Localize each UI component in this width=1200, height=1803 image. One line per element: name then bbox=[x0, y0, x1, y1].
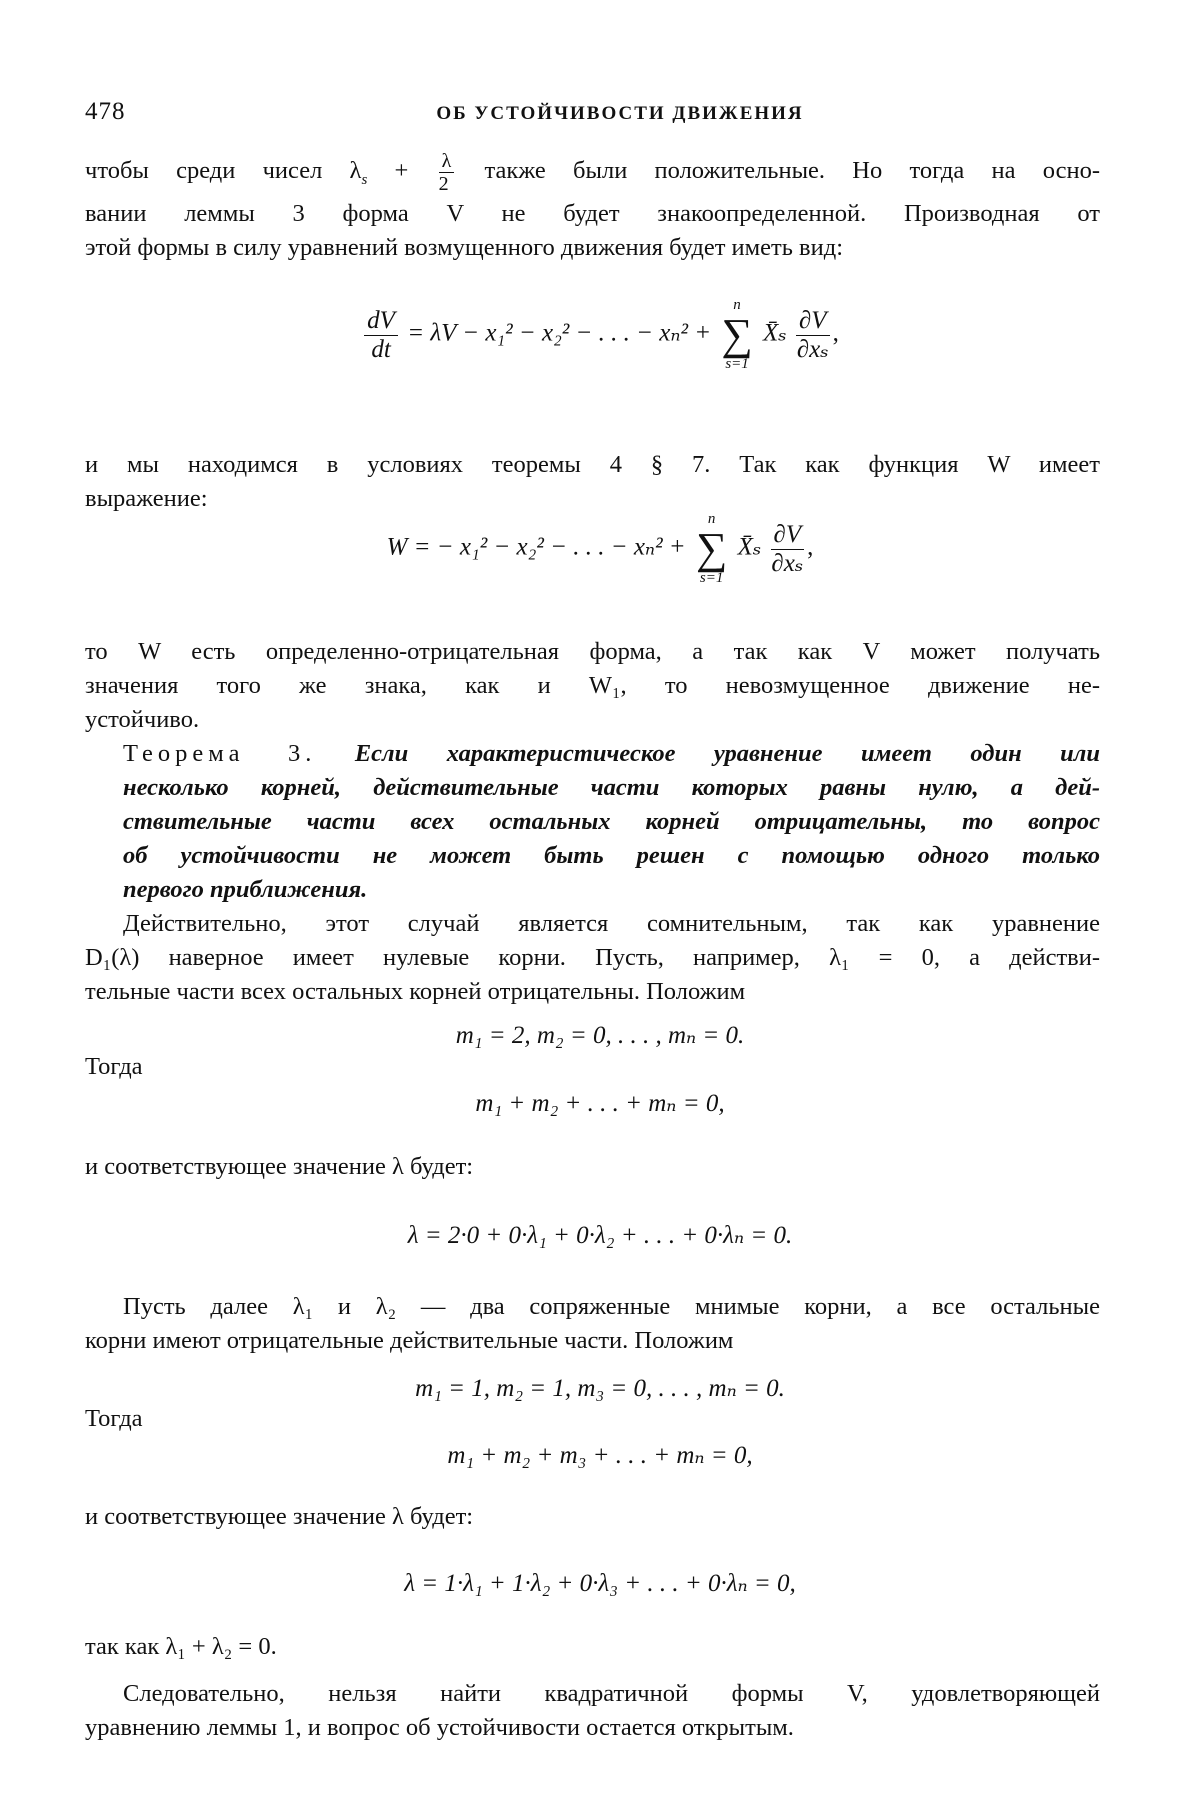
theorem-line-5: первого приближения. bbox=[123, 876, 368, 903]
equation-lambda-2: λ = 1·λ₁ + 1·λ₂ + 0·λ₃ + . . . + 0·λₙ = 0, bbox=[404, 1570, 796, 1597]
paragraph-5-line-1: и соответствующее значение λ будет: bbox=[85, 1153, 474, 1180]
paragraph-6 bbox=[85, 1290, 1100, 1358]
paragraph-2 bbox=[85, 448, 1100, 516]
paragraph-5 bbox=[85, 1150, 1100, 1184]
paragraph-2-line-2: выражение: bbox=[85, 485, 208, 512]
paragraph-1 bbox=[85, 150, 1100, 265]
theorem-line-2: несколько корней, действительные части которых равны нулю, а дей- bbox=[123, 774, 1100, 801]
equation-m-sum-2: m₁ + m₂ + m₃ + . . . + mₙ = 0, bbox=[447, 1442, 753, 1469]
togda-label-1: Тогда bbox=[85, 1053, 143, 1080]
theorem-3 bbox=[85, 737, 1100, 907]
paragraph-4-line-3: тельные части всех остальных корней отрицательны. Положим bbox=[85, 978, 746, 1005]
equation-m-sum-1: m₁ + m₂ + . . . + mₙ = 0, bbox=[475, 1090, 725, 1117]
theorem-line-3: ствительные части всех остальных корней отрицательны, то вопрос bbox=[123, 808, 1100, 835]
paragraph-1-line-3: этой формы в силу уравнений возмущенного движения будет иметь вид: bbox=[85, 234, 844, 262]
paragraph-6-line-2: корни имеют отрицательные действительные части. Положим bbox=[85, 1327, 734, 1354]
paragraph-8 bbox=[85, 1630, 1100, 1664]
theorem-line-4: об устойчивости не может быть решен с помощью одного только bbox=[123, 842, 1100, 869]
paragraph-9-line-2: уравнению леммы 1, и вопрос об устойчивости остается открытым. bbox=[85, 1714, 794, 1741]
paragraph-3-line-3: устойчиво. bbox=[85, 706, 200, 733]
paragraph-1-line-2: вании леммы 3 форма V не будет знакоопределенной. Производная от bbox=[85, 200, 1100, 228]
paragraph-9-line-1: Следовательно, нельзя найти квадратичной формы V, удовлетворяющей bbox=[123, 1680, 1100, 1707]
paragraph-2-line-1: и мы находимся в условиях теоремы 4 § 7. Так как функция W имеет bbox=[85, 451, 1100, 478]
paragraph-4-line-2: D₁(λ) наверное имеет нулевые корни. Пусть, например, λ₁ = 0, а действи- bbox=[85, 944, 1100, 971]
paragraph-7 bbox=[85, 1500, 1100, 1534]
equation-lambda-1: λ = 2·0 + 0·λ₁ + 0·λ₂ + . . . + 0·λₙ = 0. bbox=[407, 1222, 793, 1249]
paragraph-3-line-1: то W есть определенно-отрицательная форма, а так как V может получать bbox=[85, 638, 1100, 665]
running-title: ОБ УСТОЙЧИВОСТИ ДВИЖЕНИЯ bbox=[436, 103, 804, 124]
paragraph-7-line-1: и соответствующее значение λ будет: bbox=[85, 1503, 474, 1530]
paragraph-8-line-1: так как λ₁ + λ₂ = 0. bbox=[85, 1633, 277, 1660]
paragraph-1-line-1: чтобы среди чисел $\lambda_s$ + $\frac{\lambda}{2}$ также были положительные. Но тогда на осно- bbox=[85, 150, 1100, 195]
equation-w: W = − x₁² − x₂² − . . . − xₙ² + n ∑ s=1 X̄ₛ $\frac{\partial V}{\text{∂xₛ}}$ , bbox=[386, 511, 814, 586]
paragraph-3-line-2: значения того же знака, как и W₁, то невозмущенное движение не- bbox=[85, 672, 1100, 699]
equation-m-values-1: m₁ = 2, m₂ = 0, . . . , mₙ = 0. bbox=[455, 1022, 745, 1049]
paragraph-4 bbox=[85, 907, 1100, 1009]
theorem-heading: Теорема 3. bbox=[123, 740, 317, 767]
paragraph-9 bbox=[85, 1677, 1100, 1745]
equation-m-values-2: m₁ = 1, m₂ = 1, m₃ = 0, . . . , mₙ = 0. bbox=[415, 1375, 785, 1402]
paragraph-4-line-1: Действительно, этот случай является сомнительным, так как уравнение bbox=[123, 910, 1100, 937]
equation-dv-dt: $\frac{dV}{dt}$ = λV − x₁² − x₂² − . . . − xₙ² + n ∑ s=1 X̄ₛ $\frac{\partial V}{\text{∂xₛ}}$ , bbox=[0, 298, 1200, 372]
togda-label-2: Тогда bbox=[85, 1405, 143, 1432]
theorem-line-1: Теорема 3. Если характеристическое уравнение имеет один или bbox=[123, 740, 1100, 767]
paragraph-6-line-1: Пусть далее λ₁ и λ₂ — два сопряженные мнимые корни, а все остальные bbox=[123, 1293, 1100, 1320]
paragraph-3 bbox=[85, 635, 1100, 737]
page-number: 478 bbox=[85, 98, 126, 125]
